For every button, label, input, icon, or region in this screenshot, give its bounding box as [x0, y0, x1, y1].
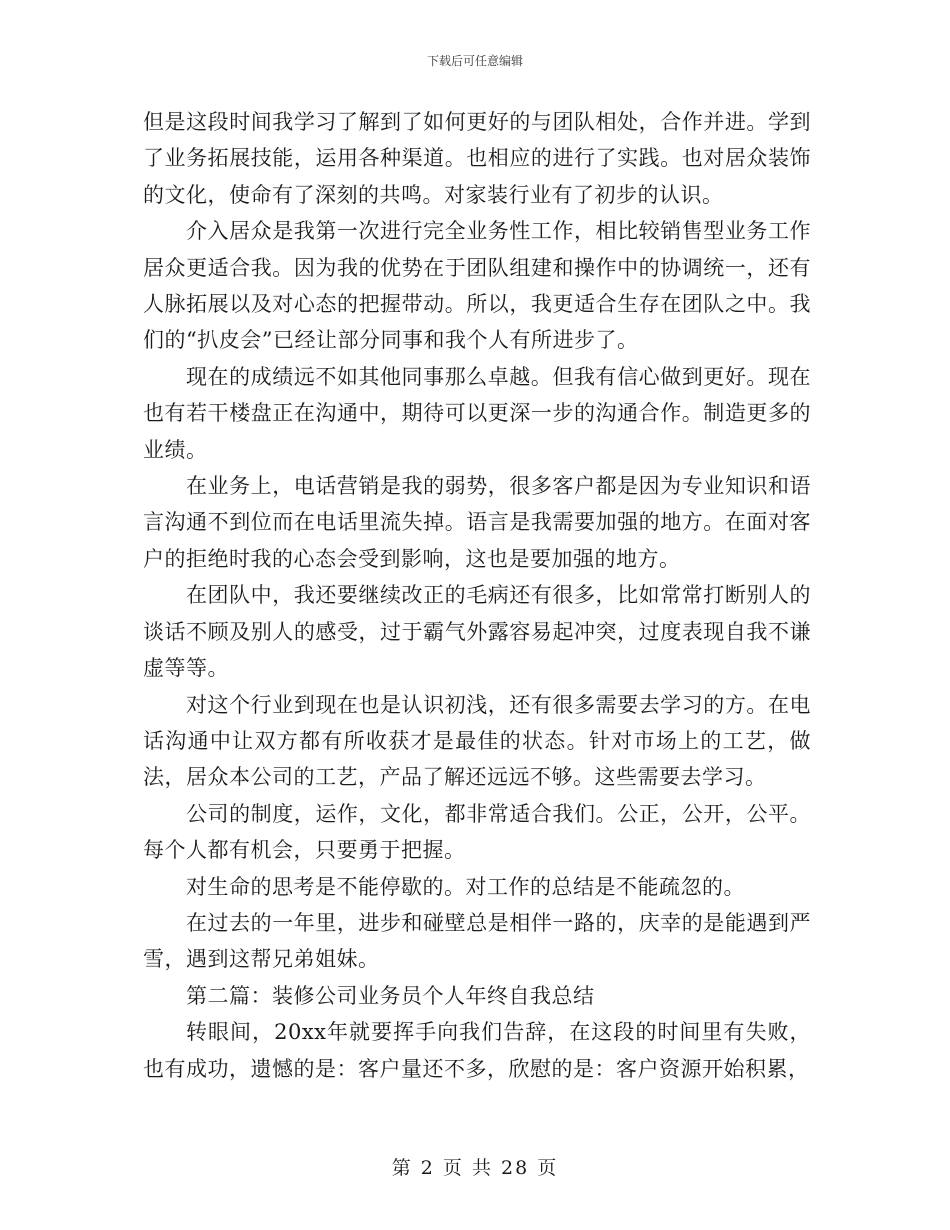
paragraph: 现在的成绩远不如其他同事那么卓越。但我有信心做到更好。现在也有若干楼盘正在沟通中，期待可以更深一步的沟通合作。制造更多的业绩。: [143, 364, 811, 462]
paragraph: 在团队中，我还要继续改正的毛病还有很多，比如常常打断别人的谈话不顾及别人的感受，过于霸气外露容易起冲突，过度表现自我不谦虚等等。: [143, 583, 811, 681]
document-body: [143, 104, 811, 1087]
paragraph: 对这个行业到现在也是认识初浅，还有很多需要去学习的方。在电话沟通中让双方都有所收获才是最佳的状态。针对市场上的工艺，做法，居众本公司的工艺，产品了解还远远不够。这些需要去学习。: [143, 692, 811, 790]
paragraph: 在过去的一年里，进步和碰壁总是相伴一路的，庆幸的是能遇到严雪，遇到这帮兄弟姐妹。: [143, 910, 811, 972]
paragraph: 在业务上，电话营销是我的弱势，很多客户都是因为专业知识和语言沟通不到位而在电话里流失掉。语言是我需要加强的地方。在面对客户的拒绝时我的心态会受到影响，这也是要加强的地方。: [143, 474, 811, 571]
paragraph: 介入居众是我第一次进行完全业务性工作，相比较销售型业务工作居众更适合我。因为我的优势在于团队组建和操作中的协调统一，还有人脉拓展以及对心态的把握带动。所以，我更适合生存在团队之中。我们的“扒皮会”已经让部分同事和我个人有所进步了。: [143, 219, 811, 353]
paragraph: 公司的制度，运作，文化，都非常适合我们。公正，公开，公平。每个人都有机会，只要勇于把握。: [143, 801, 811, 863]
paragraph-continuation: 但是这段时间我学习了解到了如何更好的与团队相处，合作并进。学到了业务拓展技能，运用各种渠道。也相应的进行了实践。也对居众装饰的文化，使命有了深刻的共鸣。对家装行业有了初步的认识。: [143, 110, 811, 207]
page-header: 下载后可任意编辑: [426, 54, 523, 68]
paragraph: 转眼间，20xx年就要挥手向我们告辞，在这段的时间里有失败，也有成功，遗憾的是：客户量还不多，欣慰的是：客户资源开始积累，: [143, 1020, 811, 1081]
paragraph: 对生命的思考是不能停歇的。对工作的总结是不能疏忽的。: [186, 874, 745, 899]
section-heading: 第二篇：装修公司业务员个人年终自我总结: [186, 983, 595, 1008]
page-number: 第 2 页 共 28 页: [391, 1157, 559, 1179]
